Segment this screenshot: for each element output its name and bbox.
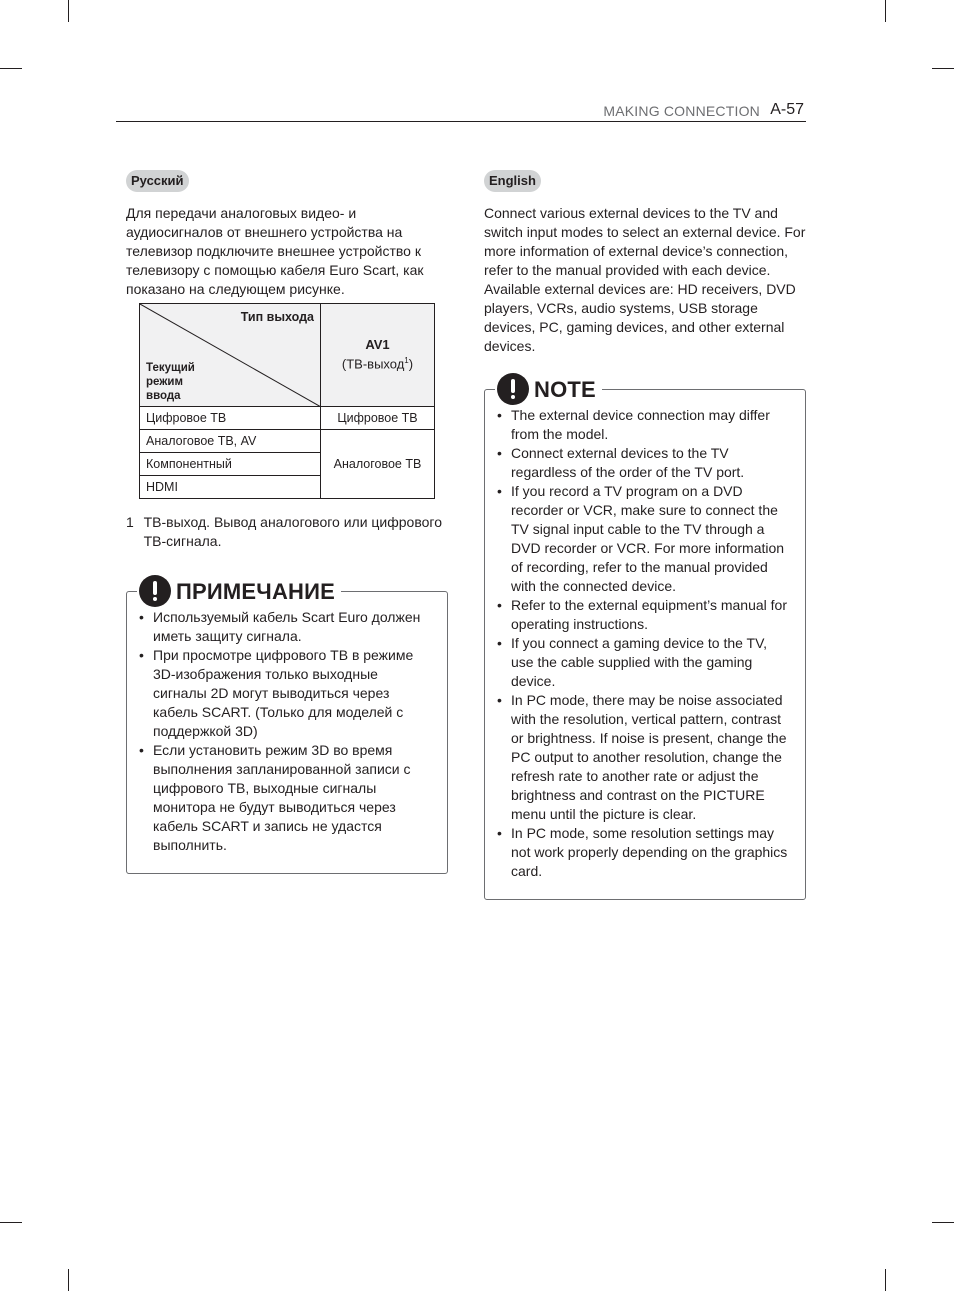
note-heading — [495, 373, 602, 405]
av1-header — [321, 304, 435, 407]
english-devices: Available external devices are: HD receivers, DVD players, VCRs, audio systems, USB storage devices, PC, gaming devices, and other external devices. — [484, 281, 796, 354]
note-title: ПРИМЕЧАНИЕ — [176, 578, 336, 604]
list-item: • In PC mode, some resolution settings may not work properly depending on the graphics card. — [497, 824, 793, 881]
av1-sublabel — [321, 353, 434, 372]
table-diagonal-header — [140, 304, 321, 407]
crop-mark — [68, 1269, 69, 1291]
page-number: A-57 — [770, 101, 804, 118]
crop-mark — [68, 0, 69, 22]
output-type-label: Тип выхода — [240, 310, 314, 324]
table-row — [140, 430, 435, 453]
list-item: • Используемый кабель Scart Euro должен иметь защиту сигнала. — [139, 608, 435, 646]
table-cell-output: Цифровое ТВ — [321, 407, 435, 430]
av1-close: ) — [408, 356, 414, 372]
russian-intro: Для передачи аналоговых видео- и аудиосигналов от внешнего устройства на телевизор подключите внешнее устройство к телевизору с помощью кабеля Euro Scart, как показано на следующем рисунке. — [126, 205, 424, 297]
table-cell-input: Аналоговое ТВ, AV — [140, 430, 321, 453]
list-item: • If you connect a gaming device to the TV, use the cable supplied with the gaming device. — [497, 634, 793, 691]
crop-mark — [932, 1222, 954, 1223]
crop-mark — [932, 68, 954, 69]
crop-mark — [885, 1269, 886, 1291]
current-mode-label: Текущий режим ввода — [146, 362, 195, 402]
footnote-number: 1 — [126, 514, 134, 530]
table-cell-input: HDMI — [140, 476, 321, 499]
list-item: • Connect external devices to the TV regardless of the order of the TV port. — [497, 444, 793, 482]
footnote-ref: 1 — [404, 356, 409, 366]
exclamation-icon — [139, 575, 171, 607]
note-list — [497, 406, 793, 881]
list-item: • Refer to the external equipment’s manual for operating instructions. — [497, 596, 793, 634]
note-box-english — [484, 376, 806, 900]
list-item: • If you record a TV program on a DVD recorder or VCR, make sure to connect the TV signal input cable to the TV through a DVD recorder or VCR. For more information of recording, refer to the manual provided with the connected device. — [497, 482, 793, 596]
note-title: NOTE — [534, 376, 596, 402]
table-row — [140, 407, 435, 430]
russian-column — [126, 170, 448, 874]
list-item: • The external device connection may differ from the model. — [497, 406, 793, 444]
exclamation-icon — [497, 373, 529, 405]
list-item: • In PC mode, there may be noise associated with the resolution, vertical pattern, contrast or brightness. If noise is present, change the PC output to another resolution, change the refresh rate to another rate or adjust the brightness and contrast on the PICTURE menu until the picture is clear. — [497, 691, 793, 824]
english-intro: Connect various external devices to the TV and switch input modes to select an external device. For more information of external device’s connection, refer to the manual provided with each device. — [484, 205, 806, 278]
language-badge-russian: Русский — [126, 170, 189, 192]
list-item: • Если установить режим 3D во время выполнения запланированной записи с цифрового ТВ, выходные сигналы монитора не будут выводиться через кабель SCART и запись не удастся выполнить. — [139, 741, 435, 855]
table-cell-output: Аналоговое ТВ — [321, 430, 435, 499]
section-title: MAKING CONNECTION — [603, 103, 760, 119]
footnote — [126, 513, 448, 551]
note-list — [139, 608, 435, 855]
av1-label: AV1 — [365, 337, 390, 353]
crop-mark — [885, 0, 886, 22]
list-item: • При просмотре цифрового ТВ в режиме 3D-изображения только выходные сигналы 2D могут выводиться через кабель SCART. (Только для моделей с поддержкой 3D) — [139, 646, 435, 741]
note-heading — [137, 575, 341, 607]
output-mode-table — [139, 303, 435, 499]
page-header — [116, 100, 806, 122]
language-badge-english: English — [484, 170, 541, 192]
av1-sub-text: (ТВ-выход — [341, 356, 405, 372]
footnote-text: ТВ-выход. Вывод аналогового или цифрового ТВ-сигнала. — [143, 514, 442, 549]
table-cell-input: Цифровое ТВ — [140, 407, 321, 430]
crop-mark — [0, 1222, 22, 1223]
crop-mark — [0, 68, 22, 69]
english-column — [484, 170, 806, 900]
table-cell-input: Компонентный — [140, 453, 321, 476]
note-box-russian — [126, 578, 448, 874]
